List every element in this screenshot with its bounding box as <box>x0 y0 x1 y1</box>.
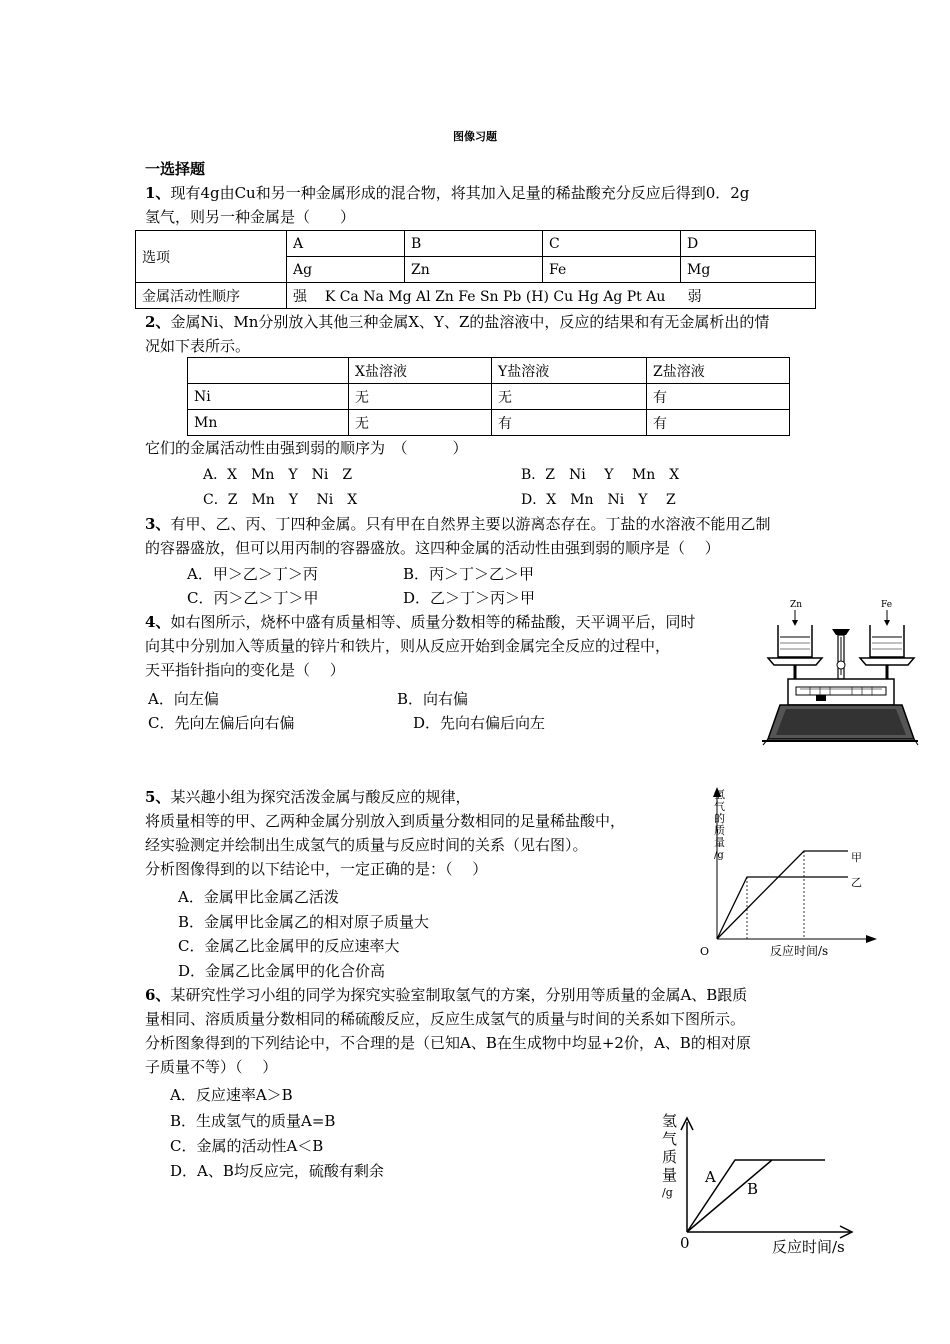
q3-option-d: D．乙＞丁＞丙＞甲 <box>403 589 536 607</box>
q4-number: 4、 <box>145 613 171 631</box>
page-title: 图像习题 <box>453 130 497 143</box>
q4-line1 <box>145 612 695 632</box>
q1-letter: A <box>287 231 405 257</box>
q3-text1: 有甲、乙、丙、丁四种金属。只有甲在自然界主要以游离态存在。丁盐的水溶液不能用乙制 <box>170 515 771 533</box>
q6-label-b: B <box>747 1180 759 1198</box>
q1-metal: Mg <box>681 257 816 283</box>
q4-option-d: D．先向右偏后向左 <box>413 714 546 732</box>
q5-ylabel: 气 <box>714 800 725 813</box>
q1-text1: 现有4g由Cu和另一种金属形成的混合物，将其加入足量的稀盐酸充分反应后得到0．2g <box>170 184 750 202</box>
q6-ylabel: 氢 <box>662 1112 678 1130</box>
q5-option-a: A．金属甲比金属乙活泼 <box>178 888 339 906</box>
q1-text2: 氢气，则另一种金属是（ ） <box>145 208 356 226</box>
q2-header <box>188 358 349 384</box>
q1-line1 <box>145 183 749 203</box>
zn-label: Zn <box>790 600 803 610</box>
q5-line1 <box>145 787 470 807</box>
q6-line1 <box>145 985 747 1005</box>
q6-series-b <box>687 1160 772 1232</box>
q5-series-jia <box>717 851 848 939</box>
q5-xlabel: 反应时间/s <box>770 944 829 958</box>
q5-x-arrow-icon <box>866 935 877 943</box>
q5-option-c: C．金属乙比金属甲的反应速率大 <box>178 937 400 955</box>
pointer-top <box>832 629 850 635</box>
q6-xlabel: 反应时间/s <box>772 1238 845 1256</box>
q2-table <box>187 357 790 436</box>
q1-activity-series <box>287 283 816 309</box>
q6-ylabel: 量 <box>662 1166 678 1184</box>
q2-line1 <box>145 312 769 332</box>
q5-legend-yi: 乙 <box>851 876 862 889</box>
q4-text1: 如右图所示，烧杯中盛有质量相等、质量分数相等的稀盐酸，天平调平后，同时 <box>170 613 696 631</box>
q4-text2: 向其中分别加入等质量的锌片和铁片，则从反应开始到金属完全反应的过程中， <box>145 637 671 655</box>
q2-number: 2、 <box>145 313 171 331</box>
q6-text1: 某研究性学习小组的同学为探究实验室制取氢气的方案，分别用等质量的金属A、B跟质 <box>170 986 748 1004</box>
q2-cell: 无 <box>492 384 647 410</box>
left-beaker-icon <box>778 625 812 657</box>
q5-text2: 将质量相等的甲、乙两种金属分别放入到质量分数相同的足量稀盐酸中， <box>145 812 626 830</box>
q2-header: Z盐溶液 <box>647 358 790 384</box>
q1-letter: B <box>405 231 543 257</box>
q3-option-c: C．丙＞乙＞丁＞甲 <box>187 589 319 607</box>
fe-label: Fe <box>881 600 893 610</box>
q5-text3: 经实验测定并绘制出生成氢气的质量与反应时间的关系（见右图）。 <box>145 836 588 854</box>
q2-cell: 有 <box>647 384 790 410</box>
q6-option-d: D．A、B均反应完，硫酸有剩余 <box>170 1162 384 1180</box>
q4-option-c: C．先向左偏后向右偏 <box>148 714 295 732</box>
q3-option-b: B．丙＞丁＞乙＞甲 <box>403 565 535 583</box>
q4-option-b: B．向右偏 <box>397 690 469 708</box>
balance-figure <box>760 595 918 747</box>
q6-option-b: B．生成氢气的质量A=B <box>170 1112 336 1130</box>
right-beaker-icon <box>870 625 904 657</box>
q3-number: 3、 <box>145 515 171 533</box>
q6-number: 6、 <box>145 986 171 1004</box>
q5-chart <box>700 783 885 963</box>
q2-text1: 金属Ni、Mn分别放入其他三种金属X、Y、Z的盐溶液中，反应的结果和有无金属析出的情 <box>170 313 770 331</box>
q5-number: 5、 <box>145 788 171 806</box>
q5-ylabel: /g <box>714 850 724 861</box>
q6-text2: 量相同、溶质质量分数相同的稀硫酸反应，反应生成氢气的质量与时间的关系如下图所示。 <box>145 1010 746 1028</box>
strong-label: 强 <box>293 288 307 305</box>
q1-table <box>135 230 816 309</box>
q3-line1 <box>145 514 770 534</box>
weak-label: 弱 <box>687 288 702 305</box>
q2-header: Y盐溶液 <box>492 358 647 384</box>
q2-header: X盐溶液 <box>349 358 492 384</box>
q1-metal: Ag <box>287 257 405 283</box>
q6-option-a: A．反应速率A＞B <box>170 1086 293 1104</box>
q2-cell: 有 <box>492 410 647 436</box>
q6-option-c: C．金属的活动性A＜B <box>170 1137 324 1155</box>
q2-option-c: C．Z Mn Y Ni X <box>203 492 358 508</box>
q2-cell: Mn <box>188 410 349 436</box>
q1-metal: Fe <box>543 257 681 283</box>
q5-ylabel: 质 <box>714 824 725 837</box>
q5-text1: 某兴趣小组为探究活泼金属与酸反应的规律， <box>170 788 471 806</box>
q5-option-b: B．金属甲比金属乙的相对原子质量大 <box>178 913 430 931</box>
q2-cell: 有 <box>647 410 790 436</box>
q3-text2: 的容器盛放，但可以用丙制的容器盛放。这四种金属的活动性由强到弱的顺序是（ ） <box>145 539 720 557</box>
section-heading: 一选择题 <box>145 160 206 178</box>
q5-legend-jia: 甲 <box>851 851 862 864</box>
q2-option-b: B．Z Ni Y Mn X <box>521 467 680 483</box>
fe-arrowhead-icon <box>884 620 890 626</box>
q1-letter: D <box>681 231 816 257</box>
right-pan <box>860 658 914 665</box>
q3-option-a: A．甲＞乙＞丁＞丙 <box>187 565 318 583</box>
q6-chart <box>660 1108 860 1258</box>
q6-ylabel: 质 <box>662 1148 678 1166</box>
q1-order-label: 金属活动性顺序 <box>136 283 287 309</box>
q2-cell: 无 <box>349 410 492 436</box>
activity-sequence: K Ca Na Mg Al Zn Fe Sn Pb (H) Cu Hg Ag Pt Au <box>324 288 666 305</box>
q5-ylabel: 量 <box>714 836 725 849</box>
q2-cell: Ni <box>188 384 349 410</box>
q4-option-a: A．向左偏 <box>148 690 219 708</box>
q6-text3: 分析图象得到的下列结论中，不合理的是（已知A、B在生成物中均显+2价，A、B的相对原 <box>145 1034 751 1052</box>
q2-question: 它们的金属活动性由强到弱的顺序为 （ ） <box>145 439 468 457</box>
q1-row-label: 选项 <box>136 231 287 283</box>
q5-ylabel: 氢 <box>714 788 725 801</box>
q2-option-a: A．X Mn Y Ni Z <box>203 467 353 483</box>
q6-ylabel: 气 <box>662 1130 678 1148</box>
q5-origin: O <box>700 945 710 958</box>
left-pan <box>768 658 822 665</box>
q1-letter: C <box>543 231 681 257</box>
q6-ylabel: /g <box>662 1186 673 1199</box>
q2-cell: 无 <box>349 384 492 410</box>
q2-text2: 况如下表所示。 <box>145 337 251 355</box>
q6-origin: 0 <box>680 1234 690 1252</box>
q2-option-d: D．X Mn Ni Y Z <box>521 492 676 508</box>
q5-series-yi <box>717 877 848 939</box>
q6-label-a: A <box>705 1168 716 1186</box>
zn-arrowhead-icon <box>792 620 798 626</box>
q5-option-d: D．金属乙比金属甲的化合价高 <box>178 962 386 980</box>
q5-text4: 分析图像得到的以下结论中，一定正确的是：（ ） <box>145 860 488 878</box>
q5-ylabel: 的 <box>714 812 725 825</box>
q1-number: 1、 <box>145 184 171 202</box>
q4-text3: 天平指针指向的变化是（ ） <box>145 661 345 679</box>
q1-metal: Zn <box>405 257 543 283</box>
q6-text4: 子质量不等）（ ） <box>145 1058 278 1076</box>
